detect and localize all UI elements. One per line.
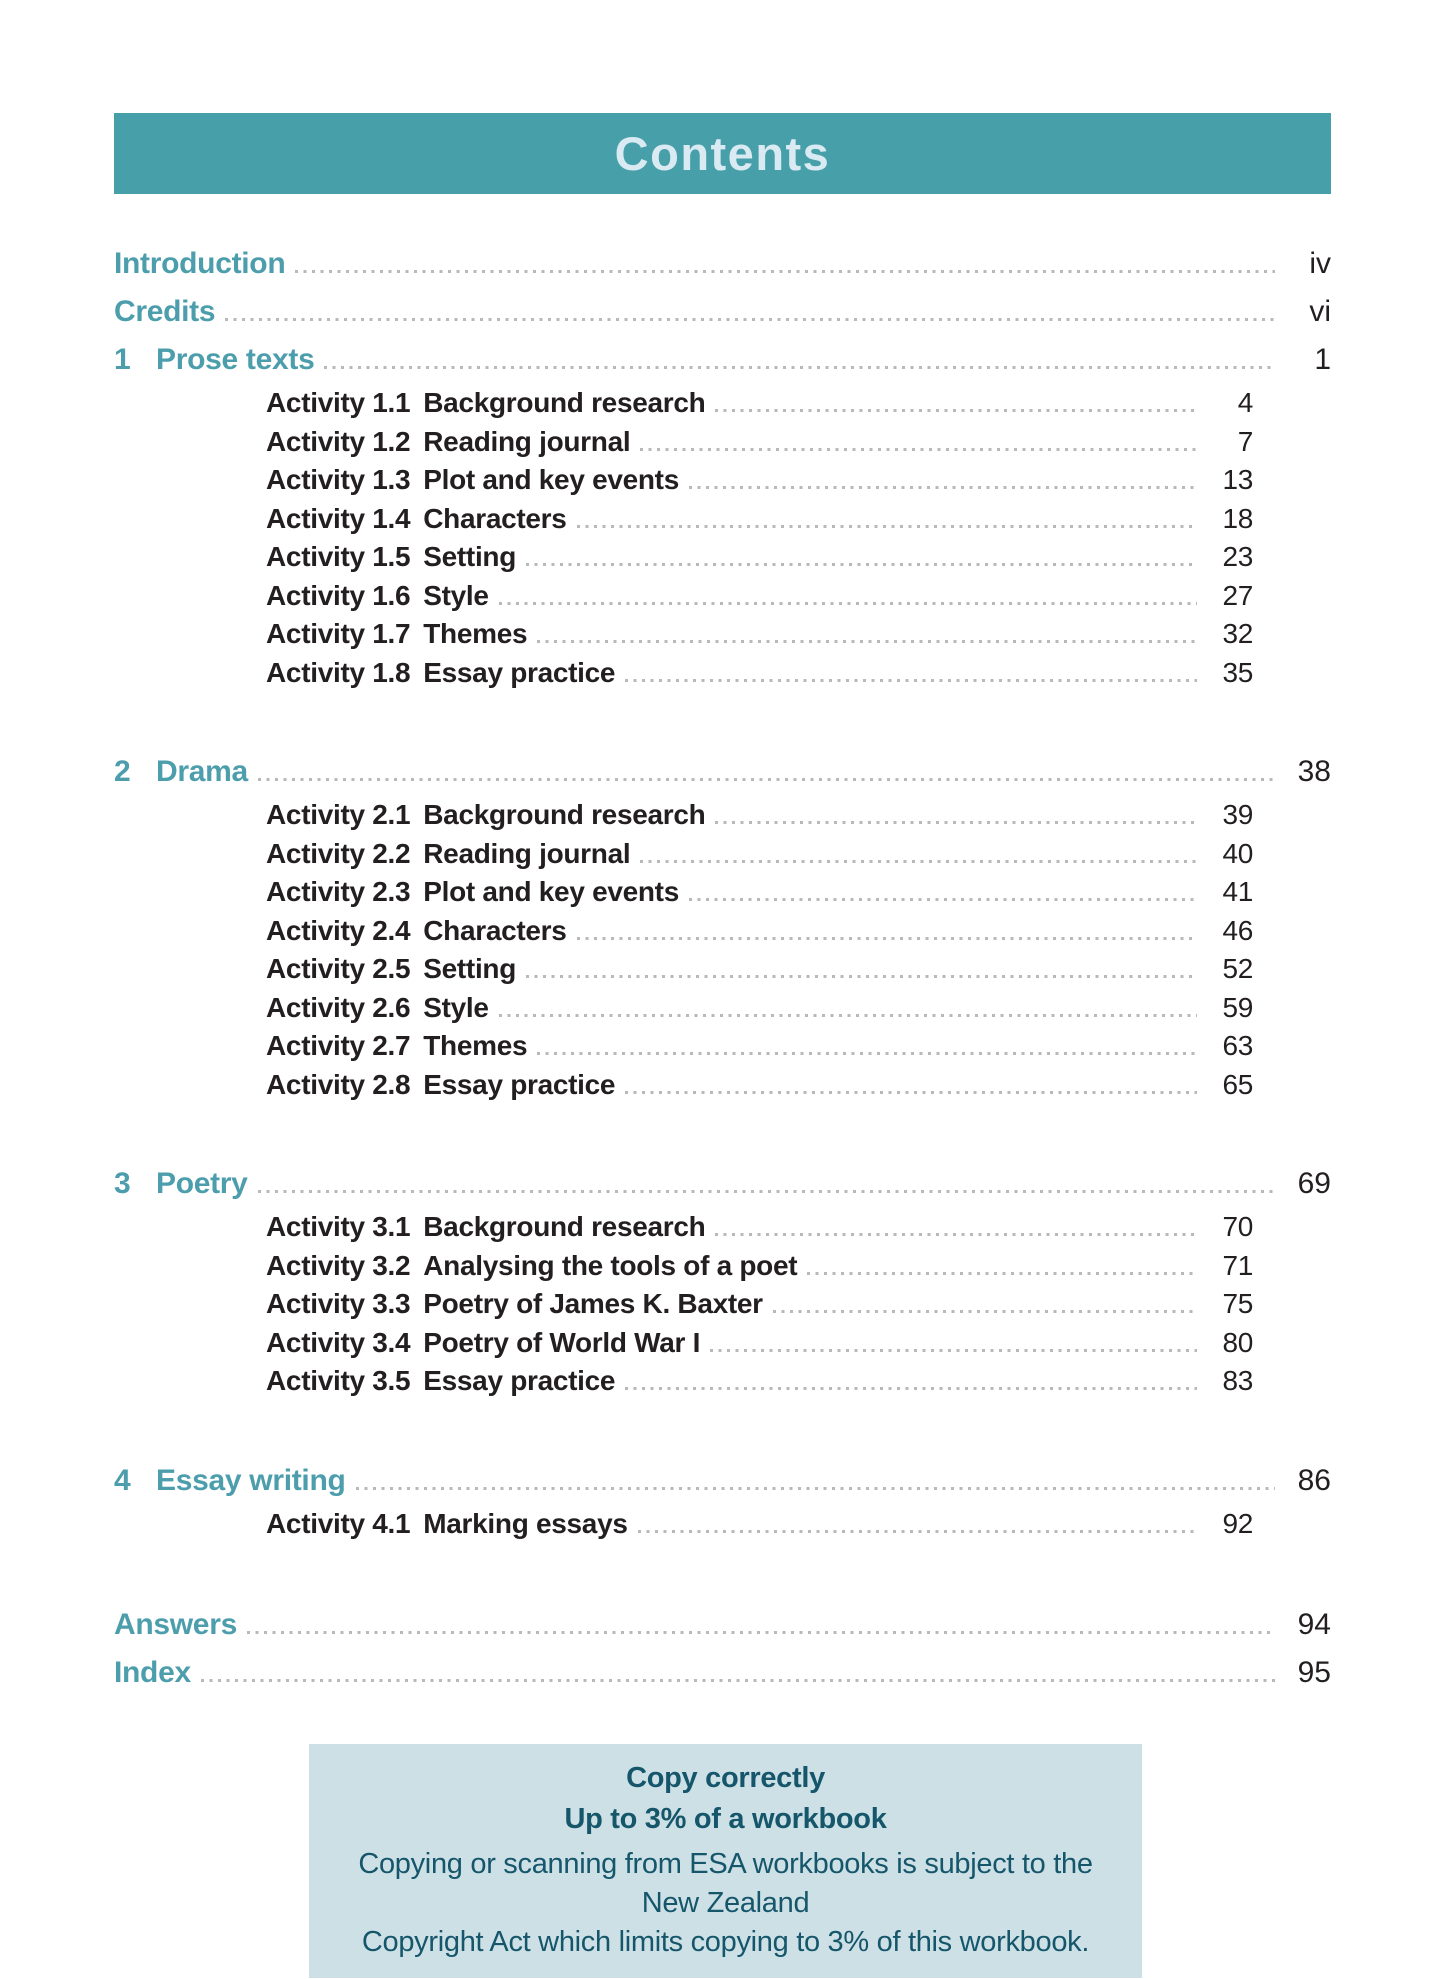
section-number: 1 <box>114 343 131 376</box>
toc-activity-row <box>266 950 1253 989</box>
toc-activity-row <box>266 615 1253 654</box>
dot-leader <box>295 270 1275 273</box>
activity-label: Activity 3.4 <box>266 1326 411 1358</box>
page-number: 86 <box>1297 1463 1331 1497</box>
toc-activity-row <box>266 1027 1253 1066</box>
dot-leader <box>526 975 1197 978</box>
dot-leader <box>715 409 1197 412</box>
toc-activity-row <box>266 577 1253 616</box>
dot-leader <box>640 860 1197 863</box>
toc-activity-row <box>266 423 1253 462</box>
activity-title: Style <box>423 579 489 611</box>
page-number: 23 <box>1222 541 1253 572</box>
page-header-bar <box>114 113 1331 194</box>
activity-title: Background research <box>423 387 706 418</box>
page-number: 92 <box>1222 1507 1253 1539</box>
activity-label: Activity 2.7 <box>266 1030 411 1061</box>
page-number: 38 <box>1297 755 1331 788</box>
activity-label: Activity 1.1 <box>266 387 411 418</box>
page-number: 95 <box>1297 1656 1331 1689</box>
toc-entry-label: Credits <box>114 295 216 328</box>
activity-label: Activity 1.8 <box>266 656 411 688</box>
toc-activity-row <box>266 912 1253 951</box>
page-number: 1 <box>1314 343 1331 376</box>
page-number: 70 <box>1222 1211 1253 1242</box>
page-number: 80 <box>1222 1326 1253 1358</box>
dot-leader <box>710 1349 1197 1352</box>
page-title: Contents <box>614 127 831 180</box>
dot-leader <box>356 1487 1275 1490</box>
activity-title: Analysing the tools of a poet <box>423 1249 798 1281</box>
dot-leader <box>773 1310 1197 1313</box>
toc-entry <box>114 288 1331 336</box>
dot-leader <box>258 778 1275 781</box>
activity-label: Activity 1.4 <box>266 502 411 534</box>
toc-section-heading <box>114 336 1331 384</box>
toc-section-heading <box>114 1160 1331 1208</box>
toc-activity-row <box>266 1066 1253 1105</box>
toc-activity-row <box>266 538 1253 577</box>
activity-title: Setting <box>423 953 517 984</box>
toc-activity-row <box>266 1324 1253 1363</box>
activity-label: Activity 3.5 <box>266 1365 411 1396</box>
notice-subtitle: Up to 3% of a workbook <box>564 1803 887 1835</box>
table-of-contents <box>114 240 1331 1697</box>
section-number: 4 <box>114 1463 131 1497</box>
toc-activity-row <box>266 1247 1253 1286</box>
activity-title: Characters <box>423 914 567 946</box>
toc-entry <box>114 1601 1331 1649</box>
page-number: 75 <box>1222 1288 1253 1319</box>
activity-label: Activity 3.3 <box>266 1288 411 1319</box>
page-number: 39 <box>1222 799 1253 830</box>
toc-section-heading <box>114 1457 1331 1505</box>
page-number: 46 <box>1222 914 1253 946</box>
activity-label: Activity 3.1 <box>266 1211 411 1242</box>
activity-title: Poetry of World War I <box>423 1326 701 1358</box>
activity-title: Plot and key events <box>423 876 679 907</box>
activity-label: Activity 3.2 <box>266 1249 411 1281</box>
page-number: 83 <box>1222 1365 1253 1396</box>
activity-label: Activity 4.1 <box>266 1507 411 1539</box>
activity-label: Activity 1.2 <box>266 425 411 457</box>
toc-activity-row <box>266 989 1253 1028</box>
notice-body-line-2: Copyright Act which limits copying to 3% of this workbook. <box>361 1926 1090 1958</box>
activity-label: Activity 2.8 <box>266 1068 411 1100</box>
page-number: 52 <box>1222 953 1253 984</box>
toc-activity-row <box>266 1505 1253 1544</box>
page-number: 65 <box>1222 1068 1253 1100</box>
toc-activity-row <box>266 873 1253 912</box>
page-number: 63 <box>1222 1030 1253 1061</box>
toc-entry-label: Introduction <box>114 247 286 280</box>
page-number: iv <box>1309 247 1331 280</box>
toc-entry <box>114 240 1331 288</box>
activity-title: Marking essays <box>423 1507 628 1539</box>
page-number: 18 <box>1222 502 1253 534</box>
dot-leader <box>324 366 1275 369</box>
dot-leader <box>499 602 1197 605</box>
dot-leader <box>625 679 1197 682</box>
activity-title: Setting <box>423 541 517 572</box>
dot-leader <box>807 1272 1197 1275</box>
activity-title: Reading journal <box>423 837 631 869</box>
page-number: 4 <box>1237 387 1253 418</box>
dot-leader <box>247 1631 1275 1634</box>
toc-entry-label: Answers <box>114 1608 237 1641</box>
activity-title: Plot and key events <box>423 464 679 495</box>
dot-leader <box>715 821 1197 824</box>
copyright-notice-box <box>309 1744 1142 1978</box>
section-number: 3 <box>114 1167 131 1200</box>
activity-label: Activity 2.6 <box>266 991 411 1023</box>
page-number: 35 <box>1222 656 1253 688</box>
page-number: vi <box>1309 295 1331 328</box>
page-number: 7 <box>1237 425 1253 457</box>
toc-activity-row <box>266 796 1253 835</box>
dot-leader <box>638 1530 1197 1533</box>
activity-label: Activity 2.1 <box>266 799 411 830</box>
dot-leader <box>537 640 1197 643</box>
activity-label: Activity 2.5 <box>266 953 411 984</box>
toc-activity-row <box>266 384 1253 423</box>
dot-leader <box>577 937 1197 940</box>
page-number: 71 <box>1222 1249 1253 1281</box>
toc-section-heading <box>114 748 1331 796</box>
page-number: 69 <box>1297 1167 1331 1200</box>
dot-leader <box>689 898 1197 901</box>
dot-leader <box>201 1679 1275 1682</box>
activity-title: Poetry of James K. Baxter <box>423 1288 763 1319</box>
activity-title: Characters <box>423 502 567 534</box>
activity-title: Essay practice <box>423 656 616 688</box>
page-number: 27 <box>1222 579 1253 611</box>
page-number: 94 <box>1297 1608 1331 1641</box>
toc-activity-row <box>266 1208 1253 1247</box>
toc-activity-row <box>266 500 1253 539</box>
activity-title: Themes <box>423 618 528 649</box>
dot-leader <box>537 1052 1197 1055</box>
toc-activity-row <box>266 835 1253 874</box>
dot-leader <box>640 448 1197 451</box>
activity-label: Activity 1.5 <box>266 541 411 572</box>
toc-activity-row <box>266 1285 1253 1324</box>
section-title: Drama <box>156 755 248 788</box>
activity-label: Activity 1.6 <box>266 579 411 611</box>
activity-title: Reading journal <box>423 425 631 457</box>
dot-leader <box>715 1233 1197 1236</box>
dot-leader <box>258 1190 1275 1193</box>
section-number: 2 <box>114 755 131 788</box>
activity-title: Themes <box>423 1030 528 1061</box>
activity-label: Activity 2.3 <box>266 876 411 907</box>
activity-title: Background research <box>423 1211 706 1242</box>
page-number: 40 <box>1222 837 1253 869</box>
section-title: Essay writing <box>156 1463 346 1497</box>
notice-body <box>329 1845 1122 1962</box>
toc-entry <box>114 1649 1331 1697</box>
activity-label: Activity 1.3 <box>266 464 411 495</box>
page-number: 41 <box>1222 876 1253 907</box>
dot-leader <box>689 486 1197 489</box>
page-number: 59 <box>1222 991 1253 1023</box>
activity-label: Activity 1.7 <box>266 618 411 649</box>
activity-title: Essay practice <box>423 1365 616 1396</box>
dot-leader <box>625 1091 1197 1094</box>
toc-activity-row <box>266 461 1253 500</box>
dot-leader <box>526 563 1197 566</box>
toc-activity-row <box>266 1362 1253 1401</box>
activity-title: Background research <box>423 799 706 830</box>
page-number: 32 <box>1222 618 1253 649</box>
activity-title: Style <box>423 991 489 1023</box>
activity-title: Essay practice <box>423 1068 616 1100</box>
dot-leader <box>625 1387 1197 1390</box>
dot-leader <box>577 525 1197 528</box>
toc-activity-row <box>266 654 1253 693</box>
toc-entry-label: Index <box>114 1656 191 1689</box>
section-title: Prose texts <box>156 343 315 376</box>
notice-body-line-1: Copying or scanning from ESA workbooks is subject to the New Zealand <box>358 1848 1093 1919</box>
page-number: 13 <box>1222 464 1253 495</box>
section-title: Poetry <box>156 1167 248 1200</box>
dot-leader <box>225 318 1275 321</box>
activity-label: Activity 2.2 <box>266 837 411 869</box>
activity-label: Activity 2.4 <box>266 914 411 946</box>
dot-leader <box>499 1014 1197 1017</box>
notice-title: Copy correctly <box>626 1762 825 1794</box>
